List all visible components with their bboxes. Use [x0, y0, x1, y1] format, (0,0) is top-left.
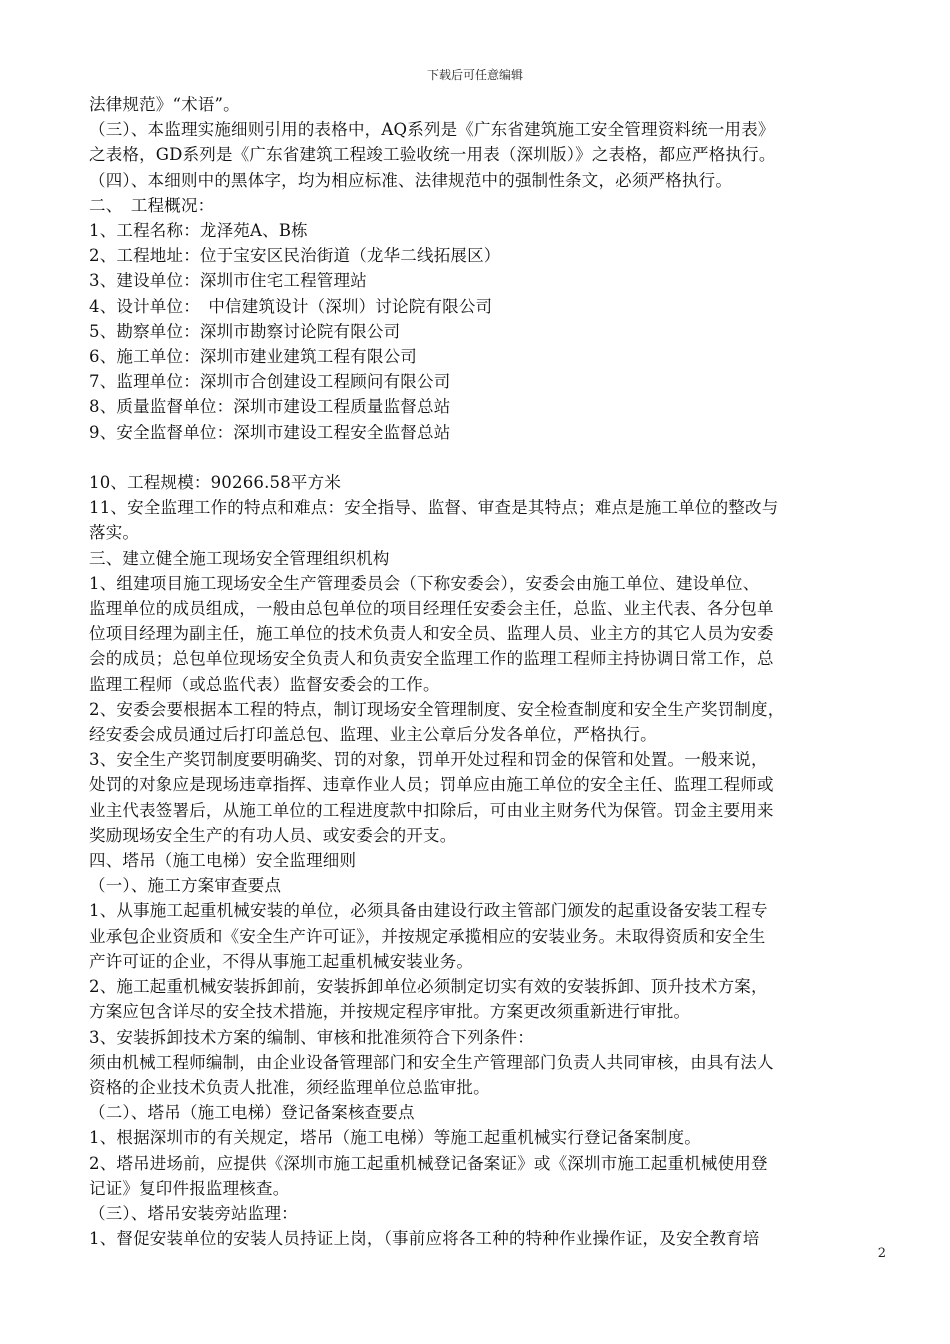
text-line: 1、从事施工起重机械安装的单位，必须具备由建设行政主管部门颁发的起重设备安装工程专	[89, 901, 768, 921]
text-line: 1、工程名称：龙泽苑A、B栋	[89, 221, 308, 241]
text-line: 2、塔吊进场前，应提供《深圳市施工起重机械登记备案证》或《深圳市施工起重机械使用登	[89, 1153, 768, 1173]
text-line: 3、安全生产奖罚制度要明确奖、罚的对象，罚单开处过程和罚金的保管和处置。一般来说，	[89, 750, 768, 770]
text-line: 落实。	[89, 523, 140, 543]
page-header: 下载后可任意编辑	[426, 68, 523, 82]
text-line: 8、质量监督单位：深圳市建设工程质量监督总站	[89, 397, 451, 417]
text-line: 1、组建项目施工现场安全生产管理委员会（下称安委会），安委会由施工单位、建设单位、	[89, 573, 760, 593]
text-line: 7、监理单位：深圳市合创建设工程顾问有限公司	[89, 372, 451, 392]
text-line: 2、安委会要根据本工程的特点，制订现场安全管理制度、安全检查制度和安全生产奖罚制度，	[89, 699, 785, 719]
text-line: 法律规范》“术语”。	[89, 95, 240, 114]
text-line: 三、建立健全施工现场安全管理组织机构	[89, 548, 390, 568]
document-body	[89, 92, 889, 1251]
text-line: 4、设计单位： 中信建筑设计（深圳）讨论院有限公司	[89, 296, 493, 316]
text-line: 经安委会成员通过后打印盖总包、监理、业主公章后分发各单位，严格执行。	[89, 725, 657, 745]
text-line: 9、安全监督单位：深圳市建设工程安全监督总站	[89, 422, 451, 442]
text-line: 产许可证的企业，不得从事施工起重机械安装业务。	[89, 951, 474, 971]
text-line: （三）、本监理实施细则引用的表格中，AQ系列是《广东省建筑施工安全管理资料统一用表》	[89, 120, 775, 140]
blank-line	[89, 445, 889, 470]
text-line: 5、勘察单位：深圳市勘察讨论院有限公司	[89, 321, 401, 341]
text-line: 方案应包含详尽的安全技术措施，并按规定程序审批。方案更改须重新进行审批。	[89, 1002, 691, 1022]
text-line: 记证》复印件报监理核查。	[89, 1178, 290, 1198]
text-line: 3、建设单位：深圳市住宅工程管理站	[89, 271, 367, 291]
text-line: 2、施工起重机械安装拆卸前，安装拆卸单位必须制定切实有效的安装拆卸、顶升技术方案，	[89, 977, 768, 997]
text-line: 业承包企业资质和《安全生产许可证》，并按规定承揽相应的安装业务。未取得资质和安全生	[89, 926, 766, 946]
text-line: 位项目经理为副主任，施工单位的技术负责人和安全员、监理人员、业主方的其它人员为安委	[89, 624, 774, 644]
text-line: 业主代表签署后，从施工单位的工程进度款中扣除后，可由业主财务代为保管。罚金主要用来	[89, 800, 774, 820]
text-line: 1、督促安装单位的安装人员持证上岗，（事前应将各工种的特种作业操作证，及安全教育培	[89, 1229, 760, 1249]
text-line: 10、工程规模：90266.58平方米	[89, 473, 342, 493]
text-line: 会的成员；总包单位现场安全负责人和负责安全监理工作的监理工程师主持协调日常工作，总	[89, 649, 774, 669]
text-line: （三）、塔吊安装旁站监理：	[89, 1203, 298, 1223]
text-line: 资格的企业技术负责人批准，须经监理单位总监审批。	[89, 1077, 490, 1097]
text-line: 之表格，GD系列是《广东省建筑工程竣工验收统一用表（深圳版）》之表格，都应严格执行。	[89, 145, 776, 165]
text-line: （四）、本细则中的黑体字，均为相应标准、法律规范中的强制性条文，必须严格执行。	[89, 170, 733, 190]
text-line: 监理工程师（或总监代表）监督安委会的工作。	[89, 674, 440, 694]
text-line: 2、工程地址：位于宝安区民治街道（龙华二线拓展区）	[89, 246, 501, 266]
text-line: 3、安装拆卸技术方案的编制、审核和批准须符合下列条件：	[89, 1027, 534, 1047]
text-line: 11、安全监理工作的特点和难点：安全指导、监督、审查是其特点；难点是施工单位的整改与	[89, 498, 779, 518]
text-line: 二、 工程概况：	[89, 195, 215, 215]
text-line: 1、根据深圳市的有关规定，塔吊（施工电梯）等施工起重机械实行登记备案制度。	[89, 1128, 701, 1148]
text-line: 四、塔吊（施工电梯）安全监理细则	[89, 851, 357, 871]
text-line: 奖励现场安全生产的有功人员、或安委会的开支。	[89, 825, 457, 845]
text-line: 6、施工单位：深圳市建业建筑工程有限公司	[89, 347, 417, 367]
text-line: 须由机械工程师编制，由企业设备管理部门和安全生产管理部门负责人共同审核，由具有法人	[89, 1052, 774, 1072]
page-number: 2	[877, 1246, 886, 1261]
text-line: 处罚的对象应是现场违章指挥、违章作业人员；罚单应由施工单位的安全主任、监理工程师或	[89, 775, 774, 795]
text-line: 监理单位的成员组成，一般由总包单位的项目经理任安委会主任，总监、业主代表、各分包单	[89, 599, 774, 619]
text-line: （一）、施工方案审查要点	[89, 876, 282, 896]
text-line: （二）、塔吊（施工电梯）登记备案核查要点	[89, 1103, 415, 1123]
